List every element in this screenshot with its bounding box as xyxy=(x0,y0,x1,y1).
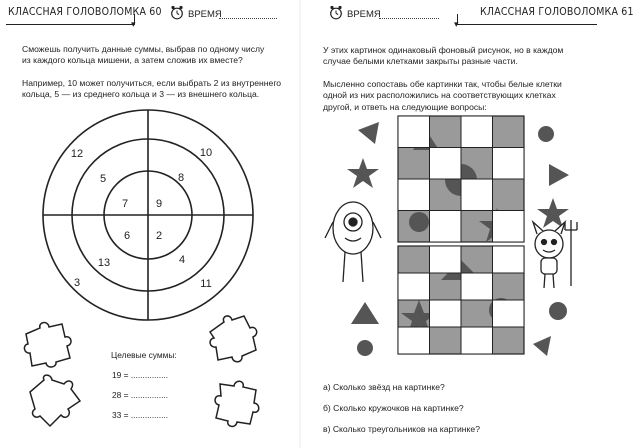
picture-grid-top xyxy=(398,116,524,242)
clock-icon xyxy=(329,5,343,20)
task-line: одной из них расположились на соответствующих клетках xyxy=(323,90,556,101)
outer-number: 11 xyxy=(200,278,212,290)
arrow-down-icon: ▾ xyxy=(131,19,136,29)
intro-line: случае белыми клетками закрыты разные части. xyxy=(323,56,518,67)
task-line: другой, и ответь на следующие вопросы: xyxy=(323,101,487,112)
puzzle-piece-icon xyxy=(24,374,86,432)
targets-title: Целевые суммы: xyxy=(111,350,177,360)
outer-number: 3 xyxy=(73,277,81,289)
devil-icon xyxy=(533,220,577,288)
example-line: кольца, 5 — из среднего кольца и 3 — из внешнего кольца. xyxy=(22,89,260,100)
intro-line: Сможешь получить данные суммы, выбрав по одному числу xyxy=(22,44,265,54)
time-label: ВРЕМЯ xyxy=(347,9,381,20)
target-sum-33[interactable]: 33 = ................ xyxy=(112,410,169,420)
intro-line: У этих картинок одинаковый фоновый рисунок, но в каждом xyxy=(323,45,564,55)
inner-number: 2 xyxy=(155,230,163,242)
target-sum-28[interactable]: 28 = ................ xyxy=(112,390,169,400)
middle-number: 13 xyxy=(97,257,111,269)
header-rule xyxy=(6,24,134,25)
outer-number: 10 xyxy=(199,147,213,159)
target-diagram xyxy=(40,107,256,323)
puzzle-61-title: КЛАССНАЯ ГОЛОВОЛОМКА 61 xyxy=(480,6,634,18)
puzzle-60-title: КЛАССНАЯ ГОЛОВОЛОМКА 60 xyxy=(8,6,162,18)
inner-number: 6 xyxy=(123,230,131,242)
picture-grid-bottom xyxy=(398,246,524,354)
inner-number: 9 xyxy=(155,198,163,210)
picture-area xyxy=(301,110,600,370)
question-stars: а) Сколько звёзд на картинке? xyxy=(323,382,445,392)
question-triangles: в) Сколько треугольников на картинке? xyxy=(323,424,480,434)
intro-text xyxy=(22,44,264,67)
left-page xyxy=(0,0,299,448)
middle-number: 5 xyxy=(99,173,107,185)
puzzle-piece-icon xyxy=(206,312,262,368)
monster-icon xyxy=(325,202,381,282)
inner-number: 7 xyxy=(121,198,129,210)
middle-number: 4 xyxy=(178,254,186,266)
intro-line: из каждого кольца мишени, а затем сложив их вместе? xyxy=(22,55,243,66)
header-rule xyxy=(457,24,597,25)
time-input-line[interactable] xyxy=(219,18,277,19)
task-line: Мысленно сопоставь обе картинки так, чтобы белые клетки xyxy=(323,79,562,89)
outer-number: 12 xyxy=(70,148,84,160)
clock-icon xyxy=(170,5,184,20)
middle-number: 8 xyxy=(177,172,185,184)
arrow-down-icon: ▾ xyxy=(454,19,459,29)
puzzle-piece-icon xyxy=(18,320,80,370)
example-line: Например, 10 может получиться, если выбрать 2 из внутреннего xyxy=(22,78,282,88)
puzzle-piece-icon xyxy=(210,376,270,432)
question-circles: б) Сколько кружочков на картинке? xyxy=(323,403,464,413)
right-page xyxy=(301,0,634,448)
example-text xyxy=(22,78,281,101)
task-text xyxy=(323,79,562,113)
intro-text xyxy=(323,45,563,68)
time-input-line[interactable] xyxy=(379,18,439,19)
target-sum-19[interactable]: 19 = ................ xyxy=(112,370,169,380)
time-label: ВРЕМЯ xyxy=(188,9,222,20)
